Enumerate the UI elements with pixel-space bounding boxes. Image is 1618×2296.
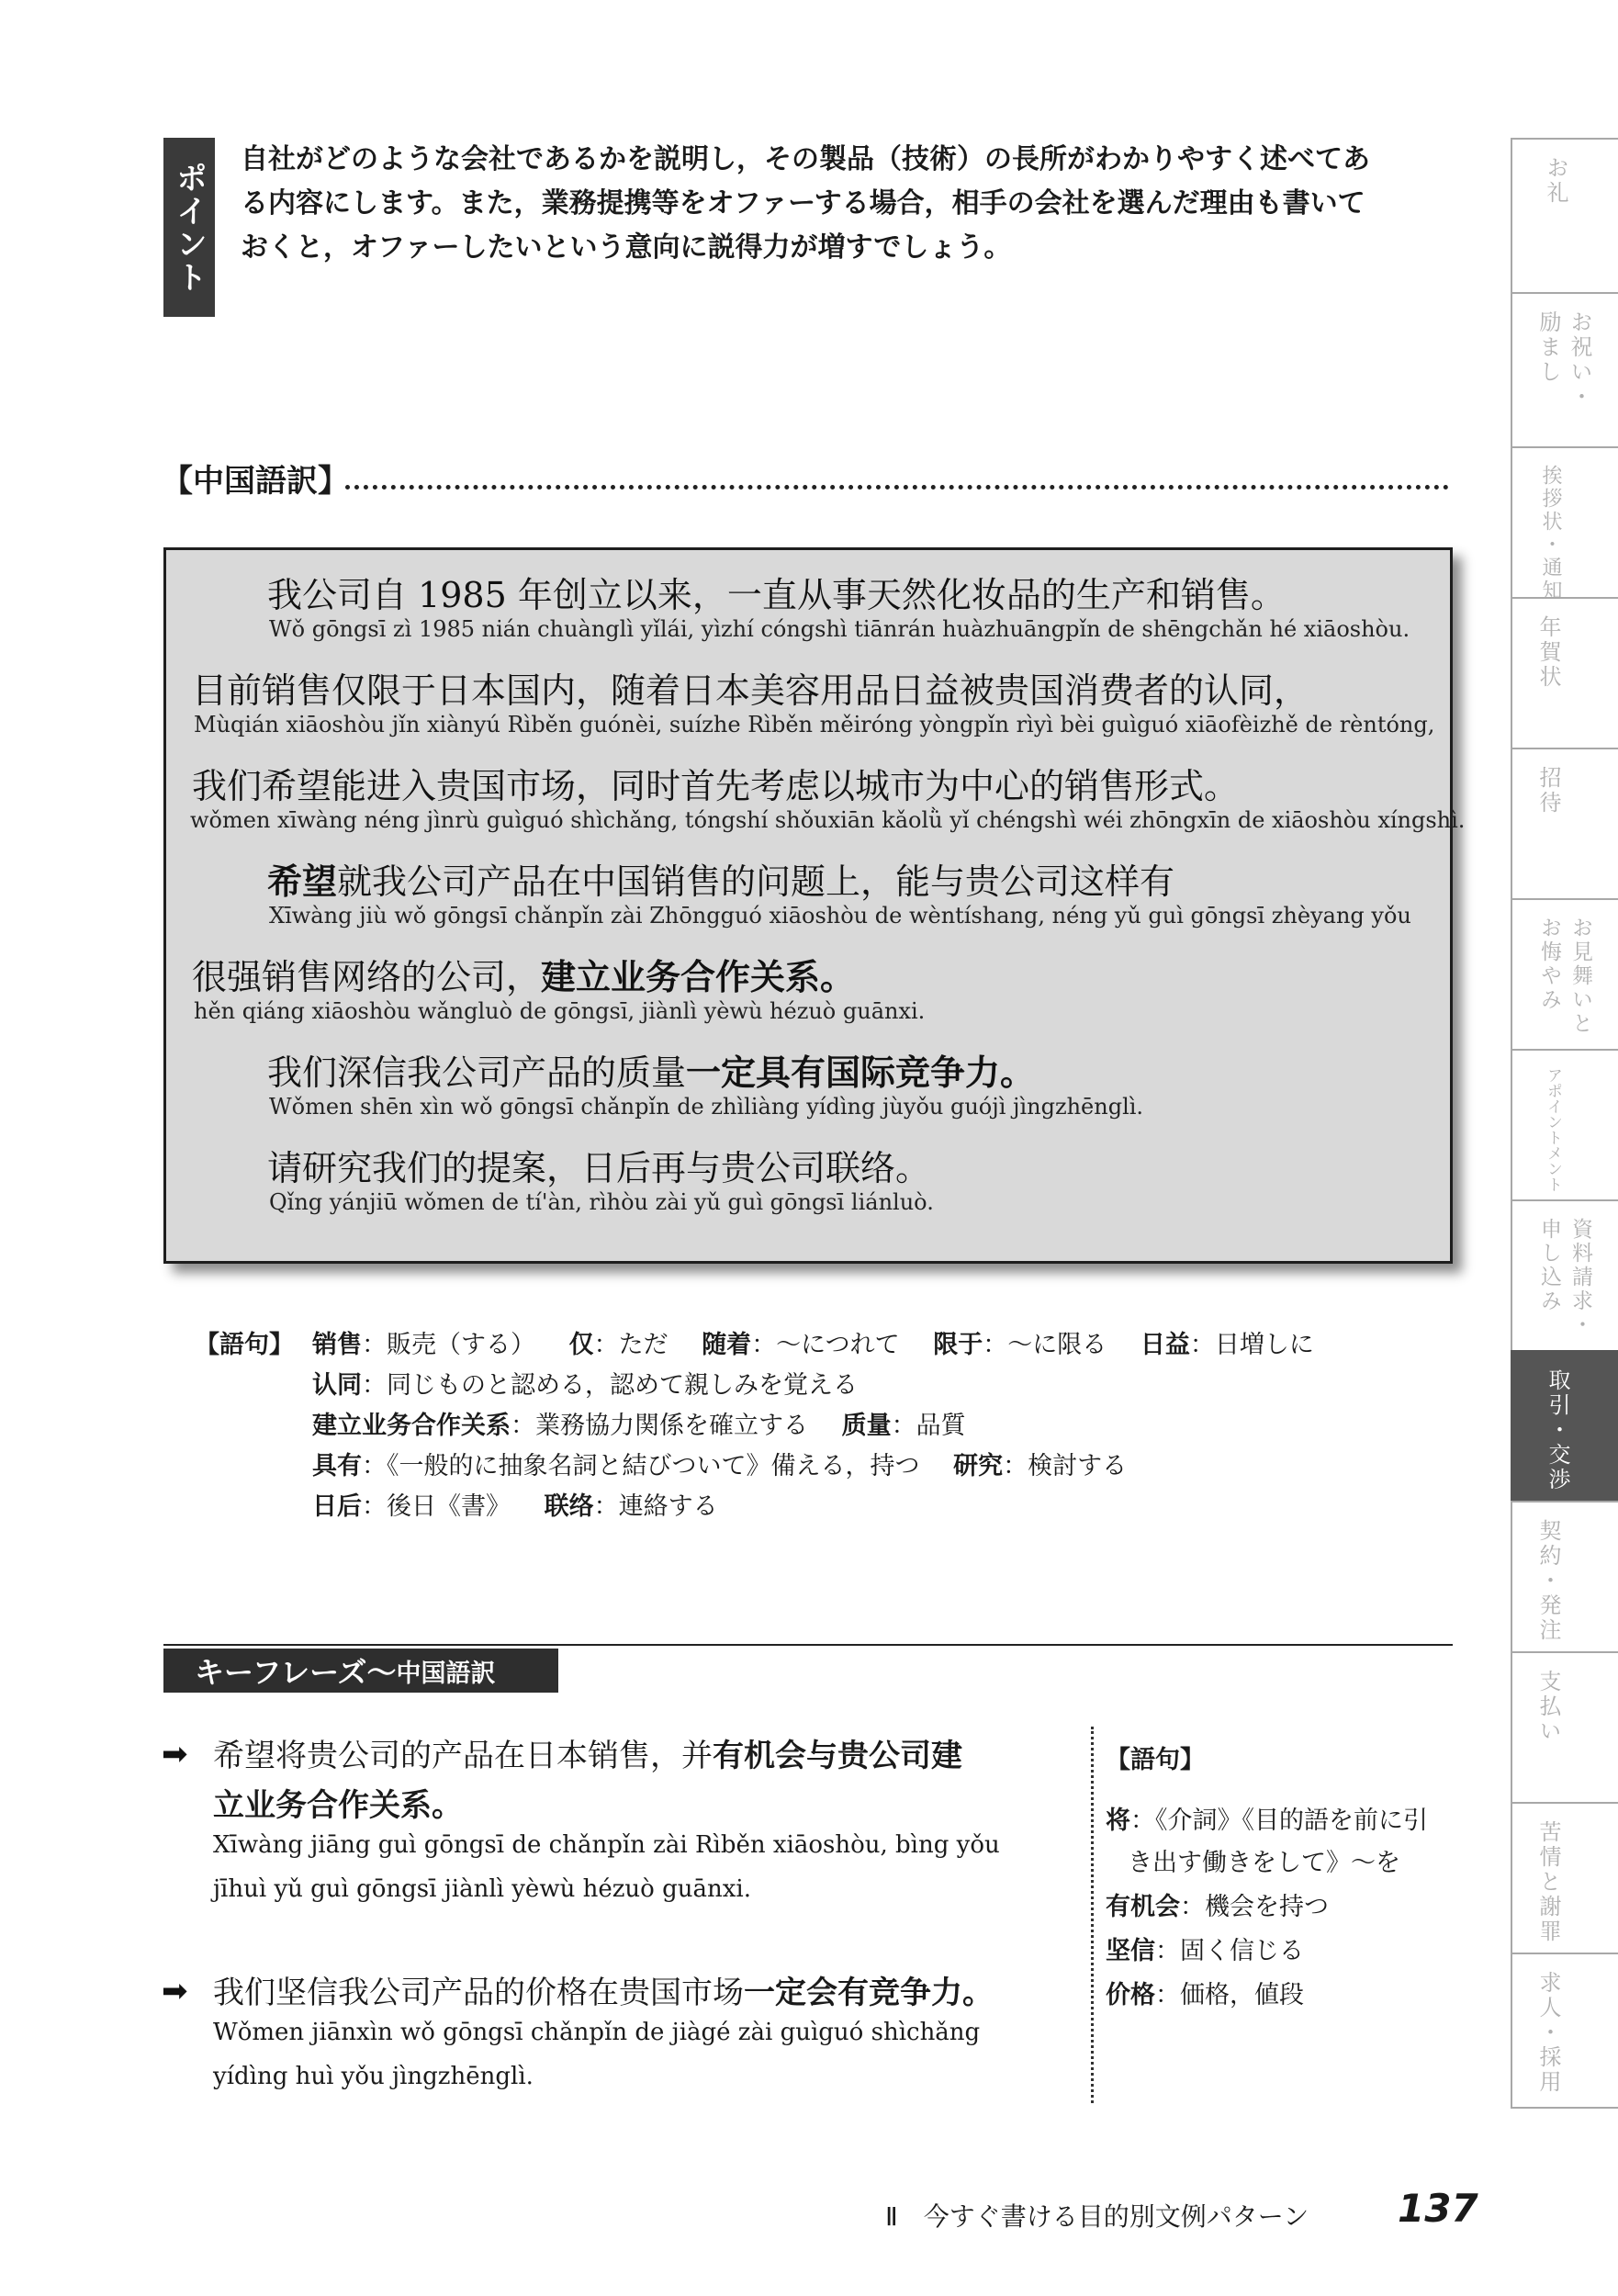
letter-line-zh: 很强销售网络的公司，建立业务合作关系。 [192,957,856,997]
key-vocab-line: き出す働きをして》～を [1128,1849,1400,1877]
vocab-line: 建立业务合作关系：業務協力関係を確立する 质量：品質 [312,1412,966,1440]
heading-dotted-rule [345,485,1449,490]
vocab-line: 日后：後日《書》 联络：連絡する [312,1492,718,1521]
key-vocab-line: 有机会：機会を持つ [1106,1893,1329,1921]
point-text [241,138,1462,270]
emphasis: 一定具有国际竞争力。 [686,1052,1036,1093]
side-tab-negotiation[interactable]: 取引・交渉 [1511,1350,1618,1501]
key-phrases-label: キーフレーズ～ 中国語訳 [163,1649,558,1693]
key-phrase-zh: 希望将贵公司的产品在日本销售，并有机会与贵公司建 [213,1738,962,1774]
side-tab-recruitment[interactable]: 求人・採用 [1511,1953,1618,2109]
point-tag: ポイント [163,138,215,317]
vocab-line: 认同：同じものと認める，認めて親しみを覚える [312,1371,858,1400]
letter-box [163,547,1466,1264]
letter-line-zh: 希望就我公司产品在中国销售的问题上，能与贵公司这样有 [267,861,1175,902]
side-tab-document-request[interactable]: 資料請求・ 申し込み [1511,1199,1618,1350]
side-tab-complaint-apology[interactable]: 苦情と謝罪 [1511,1802,1618,1953]
letter-line-pinyin: wǒmen xīwàng néng jìnrù guìguó shìchǎng, tóngshí shǒuxiān kǎolǜ yǐ chéngshì wéi zhōngxīn de xiāoshòu xíngshì. [190,807,1466,833]
side-tab-new-year-card[interactable]: 年賀状 [1511,597,1618,748]
letter-line-pinyin: Wǒ gōngsī zì 1985 nián chuànglì yǐlái, yìzhí cóngshì tiānrán huàzhuāngpǐn de shēngchǎn hé xiāoshòu. [269,616,1410,642]
side-tab-invitation[interactable]: 招待 [1511,748,1618,898]
letter-line-zh: 我们希望能进入贵国市场，同时首先考虑以城市为中心的销售形式。 [192,766,1240,806]
side-tab-contract-order[interactable]: 契約・発注 [1511,1501,1618,1651]
key-vocab-label: 【語句】 [1106,1746,1205,1774]
key-phrase-pinyin: yídìng huì yǒu jìngzhēnglì. [213,2063,534,2090]
key-vocab-line: 将：《介詞》《目的語を前に引 [1106,1806,1428,1835]
key-phrase-pinyin: jīhuì yǔ guì gōngsī jiànlì yèwù hézuò guānxi. [213,1875,751,1903]
page-number: 137 [1398,2186,1478,2231]
footer-section-title: Ⅱ 今すぐ書ける目的別文例パターン [885,2201,1309,2232]
letter-line-pinyin: Qǐng yánjiū wǒmen de tí'àn, rìhòu zài yǔ guì gōngsī liánluò. [269,1189,934,1215]
letter-line-zh: 请研究我们的提案，日后再与贵公司联络。 [267,1148,931,1188]
letter-line-zh: 目前销售仅限于日本国内，随着日本美容用品日益被贵国消费者的认同， [192,670,1309,711]
key-vocab-line: 价格：価格，値段 [1106,1981,1304,2009]
arrow-right-icon: ➡ [162,1736,188,1773]
point-line: おくと，オファーしたいという意向に説得力が増すでしょう。 [241,231,1012,264]
letter-line-zh: 我公司自 1985 年创立以来，一直从事天然化妆品的生产和销售。 [267,575,1286,615]
side-tab-payment[interactable]: 支払い [1511,1651,1618,1802]
point-line: 自社がどのような会社であるかを説明し，その製品（技術）の長所がわかりやすく述べてあ [241,143,1370,175]
letter-line-pinyin: hěn qiáng xiāoshòu wǎngluò de gōngsī, jiànlì yèwù hézuò guānxi. [194,998,926,1024]
side-tab-appointment[interactable]: アポイントメント [1511,1049,1618,1199]
side-tab-sympathy[interactable]: お見舞いと お悔やみ [1511,898,1618,1049]
key-phrase-pinyin: Xīwàng jiāng guì gōngsī de chǎnpǐn zài Rìběn xiāoshòu, bìng yǒu [213,1831,1000,1859]
emphasis: 希望 [267,861,338,902]
emphasis: 建立业务合作关系。 [541,957,856,997]
vocab-line: 具有：《一般的に抽象名詞と結びついて》備える，持つ 研究：検討する [312,1452,1128,1480]
vocab-line: 销售：販売（する） 仅：ただ 随着：～につれて 限于：～に限る 日益：日増しに [312,1331,1314,1359]
letter-line-pinyin: Mùqián xiāoshòu jǐn xiànyú Rìběn guónèi, suízhe Rìběn měiróng yòngpǐn rìyì bèi guìguó xiāofèizhě de rèntóng, [194,712,1435,737]
key-phrases-rule [163,1644,1453,1646]
point-line: る内容にします。また，業務提携等をオファーする場合，相手の会社を選んだ理由も書いて [241,187,1365,219]
side-tab-greetings-notice[interactable]: 挨拶状・通知 [1511,446,1618,597]
key-vocab-line: 坚信：固く信じる [1106,1937,1304,1965]
side-tab-thanks[interactable]: お礼 [1511,138,1618,292]
vocab-label: 【語句】 [195,1331,294,1359]
key-phrase-zh: 立业务合作关系。 [213,1787,463,1824]
side-tab-congratulations[interactable]: お祝い・ 励まし [1511,292,1618,446]
arrow-right-icon: ➡ [162,1973,188,2009]
letter-line-pinyin: Wǒmen shēn xìn wǒ gōngsī chǎnpǐn de zhìliàng yídìng jùyǒu guójì jìngzhēnglì. [269,1094,1144,1120]
letter-line-zh: 我们深信我公司产品的质量一定具有国际竞争力。 [267,1052,1036,1093]
key-phrase-zh: 我们坚信我公司产品的价格在贵国市场一定会有竞争力。 [213,1975,994,2011]
letter-line-pinyin: Xīwàng jiù wǒ gōngsī chǎnpǐn zài Zhōngguó xiāoshòu de wèntíshang, néng yǔ guì gōngsī zhèyang yǒu [269,903,1411,929]
key-phrases-divider [1091,1727,1094,2103]
chinese-translation-heading: 【中国語訳】 [162,463,349,500]
key-phrase-pinyin: Wǒmen jiānxìn wǒ gōngsī chǎnpǐn de jiàgé zài guìguó shìchǎng [213,2019,981,2046]
